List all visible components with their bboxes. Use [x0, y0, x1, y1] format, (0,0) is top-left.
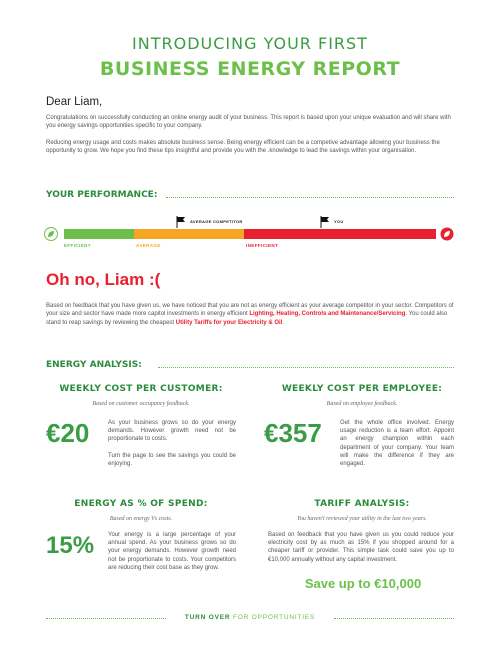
weekly-cost-customer-title: WEEKLY COST PER CUSTOMER: [59, 384, 223, 394]
result-text-c: . [282, 319, 284, 326]
inefficient-label: INEFFICIENT [246, 243, 279, 248]
energy-spend-value: 15% [46, 532, 95, 559]
competitor-marker-label: AVERAGE COMPETITOR [190, 219, 243, 224]
weekly-cost-employee-text: Get the whole office involved. Energy usage reduction is a team effort. Appoint an energy champion within each department of your company. Your team will make the difference if they are engaged. [340, 420, 454, 468]
weekly-cost-employee-subtitle: Based on employee feedback. [326, 401, 398, 407]
greeting: Dear Liam, [46, 96, 103, 108]
weekly-cost-employee-value: €357 [264, 418, 322, 448]
energy-spend-title: ENERGY AS % OF SPEND: [74, 499, 208, 509]
result-highlight-tariffs: Utility Tariffs for your Electricity & Oil [175, 319, 283, 326]
weekly-cost-customer-subtitle: Based on customer occupancy feedback. [92, 401, 190, 407]
analysis-divider [158, 367, 454, 368]
tariff-analysis-title: TARIFF ANALYSIS: [314, 499, 410, 509]
competitor-flag-icon [176, 216, 186, 228]
report-title-line1: INTRODUCING YOUR FIRST [132, 34, 368, 53]
tariff-analysis-subtitle: You haven't reviewed your utility in the last two years. [297, 516, 427, 522]
intro-paragraph-2: Reducing energy usage and costs makes absolute business sense. Being energy efficient can be a competive advantage allowing your business the opportunity to grow. We hope you find these tips insightful and provide you with the .knowledge to lead the savings within your organisation. [46, 140, 440, 155]
weekly-cost-customer-note: Turn the page to see the savings you could be enjoying. [108, 453, 236, 468]
analysis-heading: ENERGY ANALYSIS: [46, 360, 142, 370]
weekly-cost-employee-title: WEEKLY COST PER EMPLOYEE: [281, 384, 443, 394]
energy-spend-subtitle: Based on energy Vs costs. [109, 516, 173, 522]
footer-divider-right [334, 618, 454, 619]
you-flag-icon [320, 216, 330, 228]
tariff-savings-callout: Save up to €10,000 [304, 576, 422, 591]
tariff-analysis-text: Based on feedback that you have given us you could reduce your electricity cost by as much as 15% if you shopped around for a cheaper tariff or provider. This simple task could save you up to €10,000 annually without any capital investment. [268, 532, 454, 563]
inefficient-bar [244, 229, 436, 239]
energy-spend-text: Your energy is a large percentage of your annual spend. As your business grows so do your energy demands. However growth need not be proportionate to costs. Your competitors are reducing their cost base as they grow. [108, 532, 236, 571]
performance-heading: YOUR PERFORMANCE: [46, 190, 158, 200]
result-paragraph [46, 302, 458, 327]
footer-opportunities-label: FOR OPPORTUNITIES [232, 614, 316, 621]
efficient-bar [64, 229, 134, 239]
footer-turn-over-label: TURN OVER [184, 614, 231, 621]
you-marker-label: YOU [334, 219, 344, 224]
result-text-a: Based on feedback that you have given us, we have noticed that you are not as energy efficient as your average competitor in your sector. Competitors of your size and sector have made more capitol investments in energy efficient [46, 303, 454, 318]
intro-paragraph-1: Congratulations on successfully conducting an online energy audit of your business. This report is based upon your unique evaluation and will share with you energy savings opportunities specific to your company. [46, 115, 451, 130]
weekly-cost-customer-value: €20 [46, 418, 90, 448]
weekly-cost-customer-text: As your business grows so do your energy demands. However growth need not be proportionate to costs. [108, 420, 236, 443]
result-text-b: . You could also stand to reap savings by reviewing the cheapest [46, 311, 448, 326]
average-label: AVERAGE [136, 243, 161, 248]
inefficient-leaf-icon [440, 227, 454, 241]
efficient-label: EFFICIENT [64, 243, 91, 248]
result-highlight-investments: Lighting, Heating, Controls and Maintenance/Servicing [249, 311, 406, 318]
result-headline: Oh no, Liam :( [46, 270, 161, 289]
report-title-line2: BUSINESS ENERGY REPORT [99, 58, 401, 80]
performance-divider [166, 197, 454, 198]
efficient-leaf-icon [44, 227, 58, 241]
average-bar [134, 229, 244, 239]
